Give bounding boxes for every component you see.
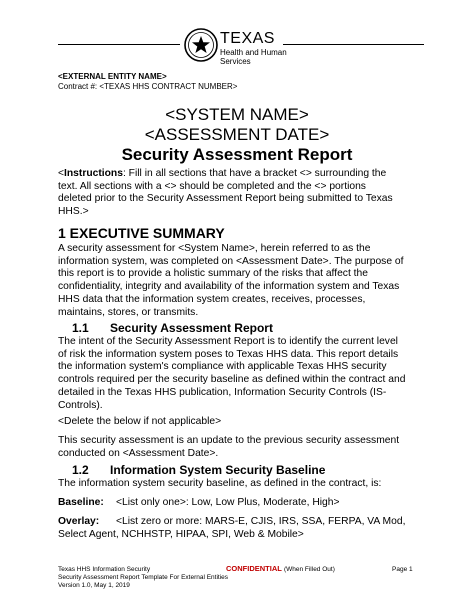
section-1-1-line: Controls). [58,399,103,411]
logo-line3: Services [220,57,251,66]
section-1-2-title: Information System Security Baseline [110,463,326,477]
overlay-label: Overlay: [58,516,100,527]
instructions-line1: : Fill in all sections that have a bracket <> surrounding the [122,168,387,179]
section-1-2-number: 1.2 [72,463,89,477]
footer-left [58,566,228,590]
contract-number: Contract #: <TEXAS HHS CONTRACT NUMBER> [58,82,238,91]
section-1-1-line: the information system's compliance with applicable Texas HHS security [58,361,387,373]
section-1-heading: 1 EXECUTIVE SUMMARY [58,225,225,241]
confidential-note: (When Filled Out) [283,566,335,573]
section-1-line: HHS data that the information system creates, receives, processes, [58,293,366,305]
footer-confidential [226,565,335,574]
instructions-line4: HHS.> [58,206,89,218]
confidential-label: CONFIDENTIAL [226,564,282,573]
section-1-1-line: detailed in the Texas HHS publication, Information Security Controls (IS- [58,386,387,398]
page-number: Page 1 [392,566,413,573]
section-1-1-body [58,336,424,412]
section-1-line: information system, was completed on <Assessment Date>. The purpose of [58,255,404,267]
section-1-line: confidentiality, integrity and availability of the information system and Texas [58,281,400,293]
section-1-1-title: Security Assessment Report [110,321,273,335]
section-1-line: A security assessment for <System Name>, herein referred to as the [58,243,371,254]
instructions-line3: deleted prior to the Security Assessment Report being submitted to Texas [58,193,393,205]
footer-line1: Texas HHS Information Security [58,566,151,573]
section-1-2-heading [72,463,325,477]
overlay-value-cont: Select Agent, NCHHSTP, HIPAA, SPI, Web & Mobile> [58,529,304,540]
baseline-label: Baseline: [58,497,104,508]
entity-name: <EXTERNAL ENTITY NAME> [58,72,167,81]
update-line: This security assessment is an update to the previous security assessment [58,435,400,446]
baseline-row [58,497,424,510]
section-1-1-heading [72,321,273,335]
section-1-line: maintains, stores, or transmits. [58,306,199,318]
instructions-line2: text. All sections with a <> should be completed and the <> portions [58,180,366,192]
section-1-body [58,243,424,319]
report-title: Security Assessment Report [121,145,353,164]
section-1-1-line: controls required per the security baseline as defined within the contract and [58,374,406,386]
baseline-intro: The information system security baseline, as defined in the contract, is: [58,478,382,489]
overlay-row [58,516,424,529]
logo-texas: TEXAS [220,30,275,47]
update-line: conducted on <Assessment Date>. [58,447,219,459]
instructions-label: Instructions [64,168,123,179]
instructions-open: < [58,168,65,179]
footer-line2: Security Assessment Report Template For External Entities [58,574,229,581]
section-1-1-line: The intent of the Security Assessment Report is to identify the current level [58,336,398,347]
texas-seal-icon [184,28,218,62]
section-1-1-number: 1.1 [72,321,89,335]
footer-line3: Version 1.0, May 1, 2019 [58,582,130,589]
section-1-1-line: of risk the information system poses to Texas HHS data. This report details [58,348,399,360]
overlay-value: <List zero or more: MARS-E, CJIS, IRS, SSA, FERPA, VA Mod, [116,516,406,527]
instructions [58,168,424,219]
update-note [58,435,424,460]
header-rule-right [283,44,424,45]
baseline-value: <List only one>: Low, Low Plus, Moderate, High> [116,497,340,508]
header-rule-left [58,44,180,45]
delete-note: <Delete the below if not applicable> [58,416,222,427]
logo-line2: Health and Human [220,48,287,57]
system-name: <SYSTEM NAME> [165,105,309,124]
assessment-date: <ASSESSMENT DATE> [144,125,330,144]
section-1-line: this report is to provide a holistic summary of the risks that affect the [58,268,368,280]
